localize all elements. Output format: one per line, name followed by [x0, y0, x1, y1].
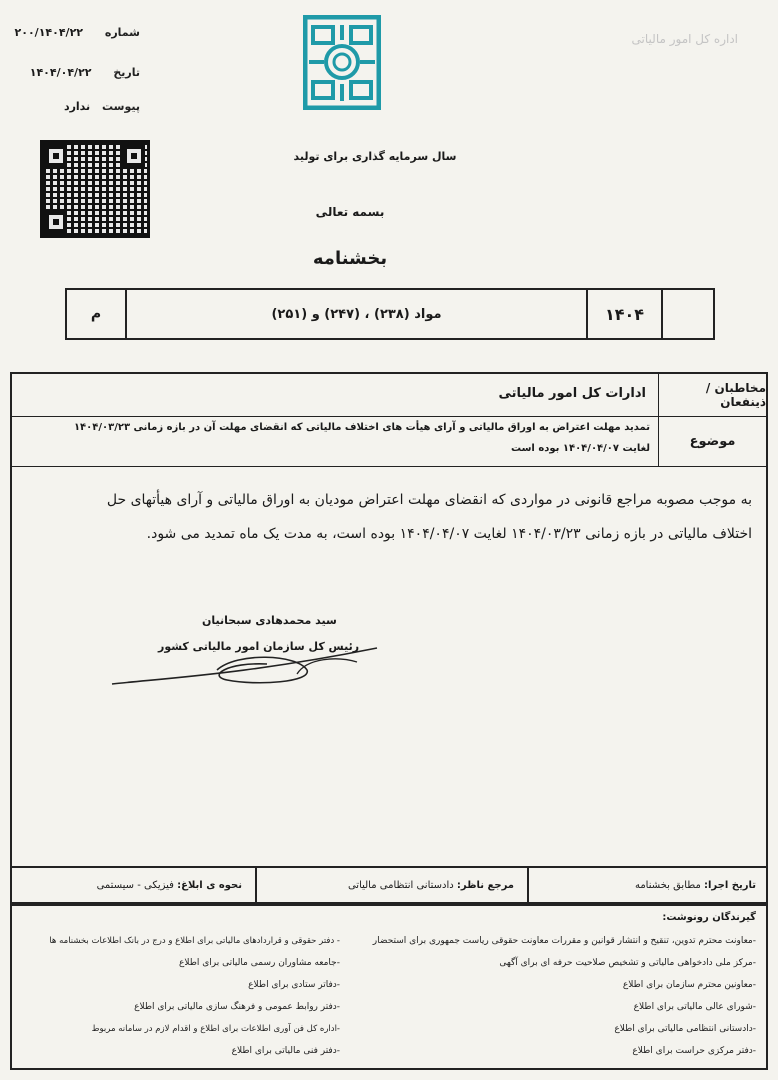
letter-attachment	[30, 100, 140, 113]
cc-left-item: - دفتر حقوقی و قراردادهای مالیاتی برای اطلاع و درج در بانک اطلاعات بخشنامه ها	[49, 936, 340, 946]
subject-line-1: تمدید مهلت اعتراض به اوراق مالیاتی و آرای هیأت های اختلاف مالیاتی که انقضای مهلت آن در بازه زمانی ۱۴۰۴/۰۳/۲۳	[73, 422, 650, 433]
bismillah: بسمه تعالی	[315, 205, 385, 219]
cc-left-item: -اداره کل فن آوری اطلاعات برای اطلاع و اقدام لازم در سامانه مربوط	[91, 1024, 340, 1034]
notice-method	[97, 880, 242, 891]
body-line-1: به موجب مصوبه مراجع قانونی در مواردی که انقضای مهلت اعتراض مودیان به اوراق مالیاتی و آرای هیأتهای حل	[106, 492, 752, 508]
cc-section	[10, 906, 768, 1070]
date-label: تاریخ	[113, 66, 140, 79]
date-value: ۱۴۰۴/۰۴/۲۲	[29, 66, 92, 79]
cc-left-item: -دفتر روابط عمومی و فرهنگ سازی مالیاتی برای اطلاع	[134, 1002, 340, 1012]
body-line-2: اختلاف مالیاتی در بازه زمانی ۱۴۰۴/۰۳/۲۳ لغایت ۱۴۰۴/۰۴/۰۷ بوده است، به مدت یک ماه تمدید می شود.	[146, 526, 752, 542]
cc-right-item: -دادستانی انتظامی مالیاتی برای اطلاع	[614, 1024, 756, 1034]
reference-box	[65, 288, 715, 340]
reference-letter: م	[90, 306, 102, 322]
reference-empty-cell	[661, 290, 713, 338]
faint-stamp: اداره کل امور مالیاتی	[631, 32, 738, 46]
subject-row	[12, 416, 766, 467]
subject-line-2: لغایت ۱۴۰۴/۰۴/۰۷ بوده است	[511, 443, 650, 454]
cc-right-item: -معاونت محترم تدوین، تنقیح و انتشار قوانین و مقررات معاونت حقوقی ریاست جمهوری برای استحضار	[372, 936, 756, 946]
main-content-box	[10, 372, 768, 904]
cc-right-item: -مرکز ملی دادخواهی مالیاتی و تشخیص صلاحیت حرفه ای برای آگهی	[499, 958, 756, 968]
recipients-value: ادارات کل امور مالیاتی	[498, 386, 646, 401]
handwritten-signature	[107, 644, 387, 694]
footer-info-row	[10, 866, 768, 906]
attachment-label: پیوست	[102, 100, 140, 113]
letter-number	[14, 26, 140, 39]
execution-date-label: تاریخ اجرا:	[704, 880, 756, 891]
reference-year: ۱۴۰۴	[586, 290, 661, 338]
attachment-value: ندارد	[63, 100, 91, 113]
supervisor-value: دادستانی انتظامی مالیاتی	[347, 880, 454, 891]
qr-code	[40, 140, 150, 238]
reference-articles: مواد (۲۳۸) ، (۲۴۷) و (۲۵۱)	[125, 290, 586, 338]
cc-left-item: -جامعه مشاوران رسمی مالیاتی برای اطلاع	[178, 958, 340, 968]
number-label: شماره	[104, 26, 140, 39]
cc-left-item: -دفاتر ستادی برای اطلاع	[248, 980, 340, 990]
document-type-title: بخشنامه	[312, 248, 388, 269]
signatory-title: رئیس کل سازمان امور مالیاتی کشور	[158, 640, 360, 653]
supervisor	[348, 880, 514, 891]
notice-label: نحوه ی ابلاغ:	[177, 880, 242, 891]
letter-date	[30, 66, 140, 79]
execution-date-value: مطابق بخشنامه	[634, 880, 701, 891]
subject-label: موضوع	[658, 416, 766, 466]
recipients-row	[12, 374, 766, 417]
number-value: ۲۰۰/۱۴۰۴/۲۲	[14, 26, 83, 39]
supervisor-label: مرجع ناظر:	[456, 880, 514, 891]
cc-right-item: -دفتر مرکزی حراست برای اطلاع	[632, 1046, 756, 1056]
tax-organization-logo-icon	[303, 15, 381, 110]
cc-left-item: -دفتر فنی مالیاتی برای اطلاع	[231, 1046, 340, 1056]
recipients-label: مخاطبان / ذینفعان	[658, 374, 766, 416]
cc-right-item: -معاونین محترم سازمان برای اطلاع	[622, 980, 756, 990]
year-slogan: سال سرمایه گذاری برای تولید	[293, 150, 457, 163]
notice-value: فیزیکی - سیستمی	[96, 880, 174, 891]
cc-title: گیرندگان رونوشت:	[662, 912, 756, 923]
execution-date	[635, 880, 756, 891]
signatory-name: سید محمدهادی سبحانیان	[202, 614, 337, 627]
cc-right-item: -شورای عالی مالیاتی برای اطلاع	[633, 1002, 756, 1012]
